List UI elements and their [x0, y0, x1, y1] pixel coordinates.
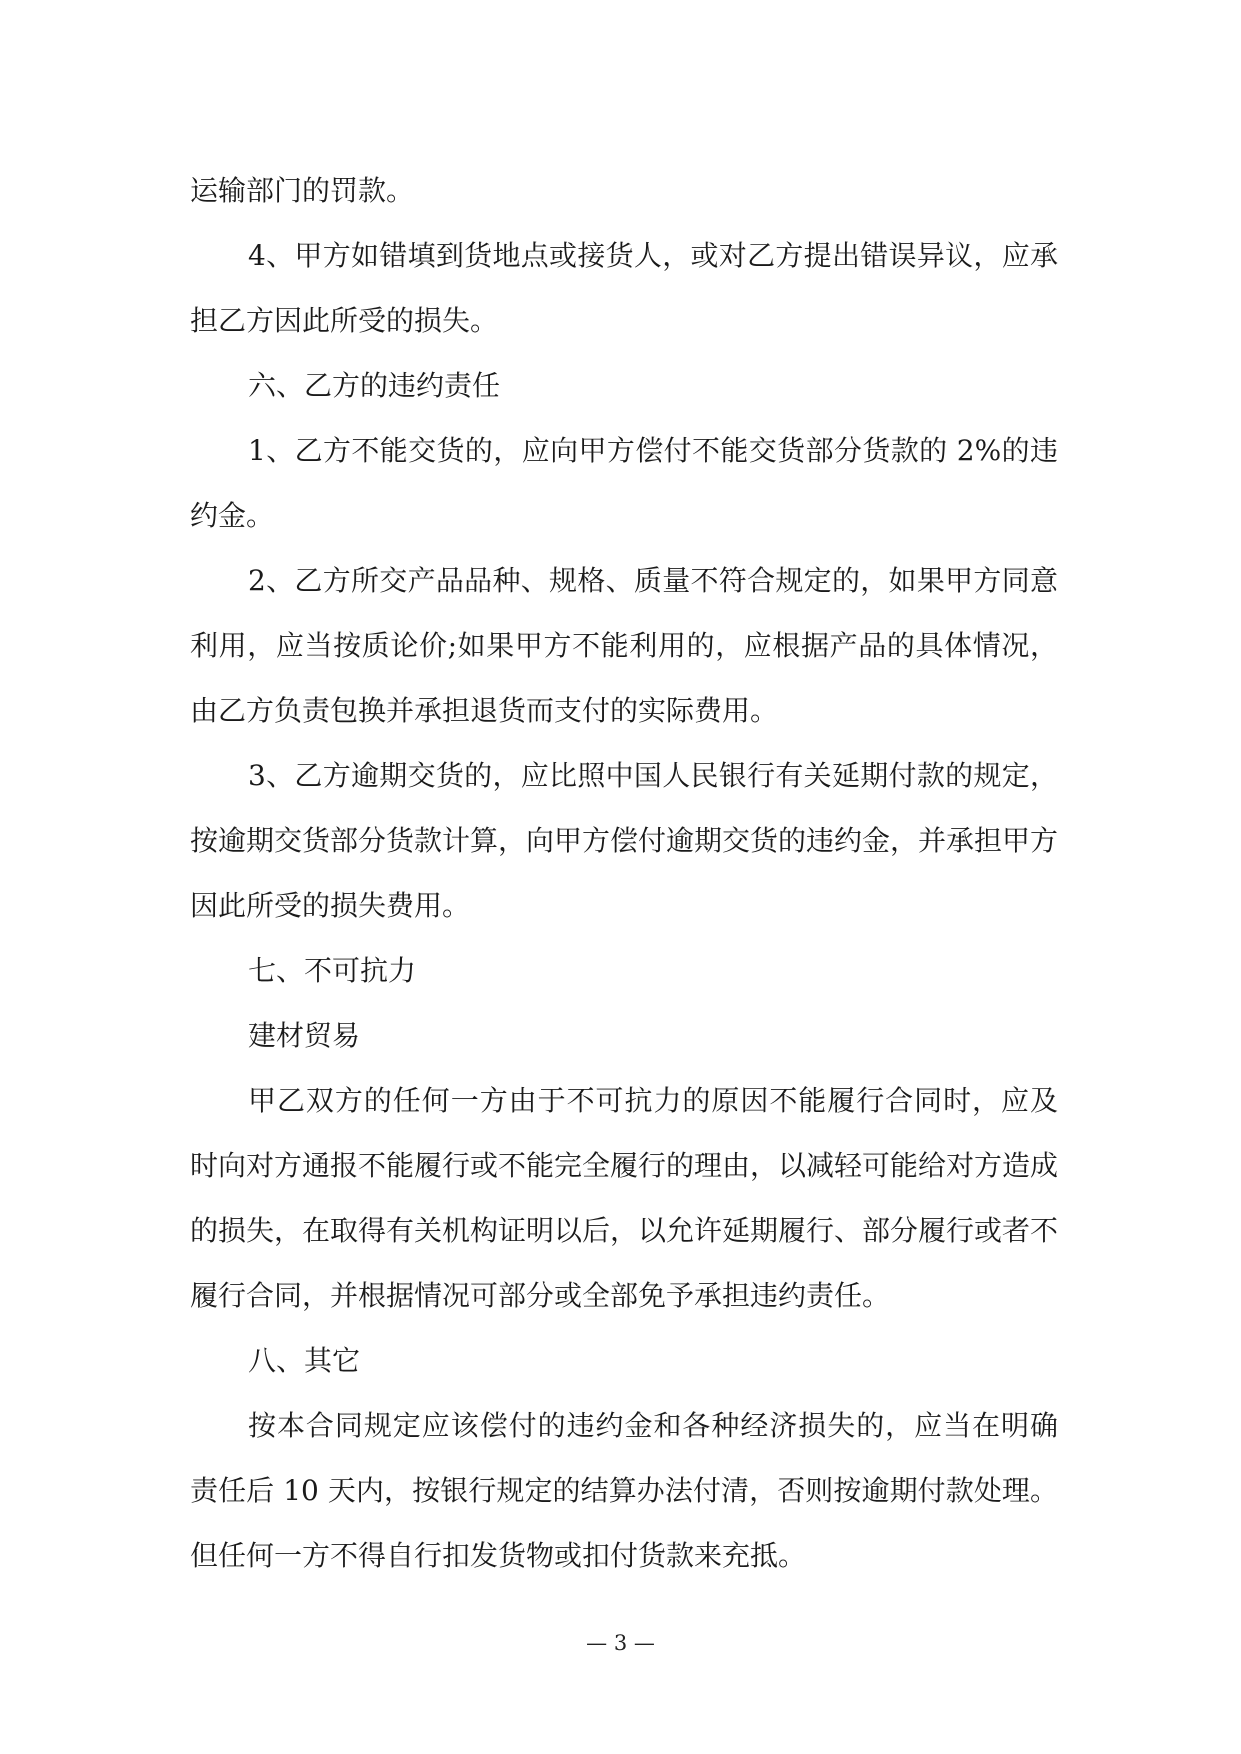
paragraph-clause-6-3: 3、乙方逾期交货的，应比照中国人民银行有关延期付款的规定，按逾期交货部分货款计算，向甲方偿付逾期交货的违约金，并承担甲方因此所受的损失费用。: [190, 759, 1059, 922]
section-heading-8: 八、其它: [248, 1344, 361, 1377]
paragraph-clause-6-1: 1、乙方不能交货的，应向甲方偿付不能交货部分货款的 2%的违约金。: [190, 434, 1058, 532]
paragraph-other-terms: 按本合同规定应该偿付的违约金和各种经济损失的，应当在明确责任后 10 天内，按银行规定的结算办法付清，否则按逾期付款处理。但任何一方不得自行扣发货物或扣付货款来充抵。: [190, 1409, 1058, 1572]
paragraph-note: 建材贸易: [248, 1019, 361, 1052]
section-heading-7: 七、不可抗力: [248, 954, 417, 987]
section-heading-6: 六、乙方的违约责任: [248, 369, 501, 402]
page-number: — 3 —: [586, 1631, 655, 1655]
paragraph-continuation: 运输部门的罚款。: [190, 174, 415, 207]
document-body: [190, 158, 1058, 1588]
paragraph-force-majeure: 甲乙双方的任何一方由于不可抗力的原因不能履行合同时，应及时向对方通报不能履行或不能完全履行的理由，以减轻可能给对方造成的损失，在取得有关机构证明以后，以允许延期履行、部分履行或者不履行合同，并根据情况可部分或全部免予承担违约责任。: [190, 1084, 1059, 1312]
paragraph-clause-6-2: 2、乙方所交产品品种、规格、质量不符合规定的，如果甲方同意利用，应当按质论价;如果甲方不能利用的，应根据产品的具体情况，由乙方负责包换并承担退货而支付的实际费用。: [190, 564, 1058, 727]
paragraph-clause-4: 4、甲方如错填到货地点或接货人，或对乙方提出错误异议，应承担乙方因此所受的损失。: [190, 239, 1058, 337]
